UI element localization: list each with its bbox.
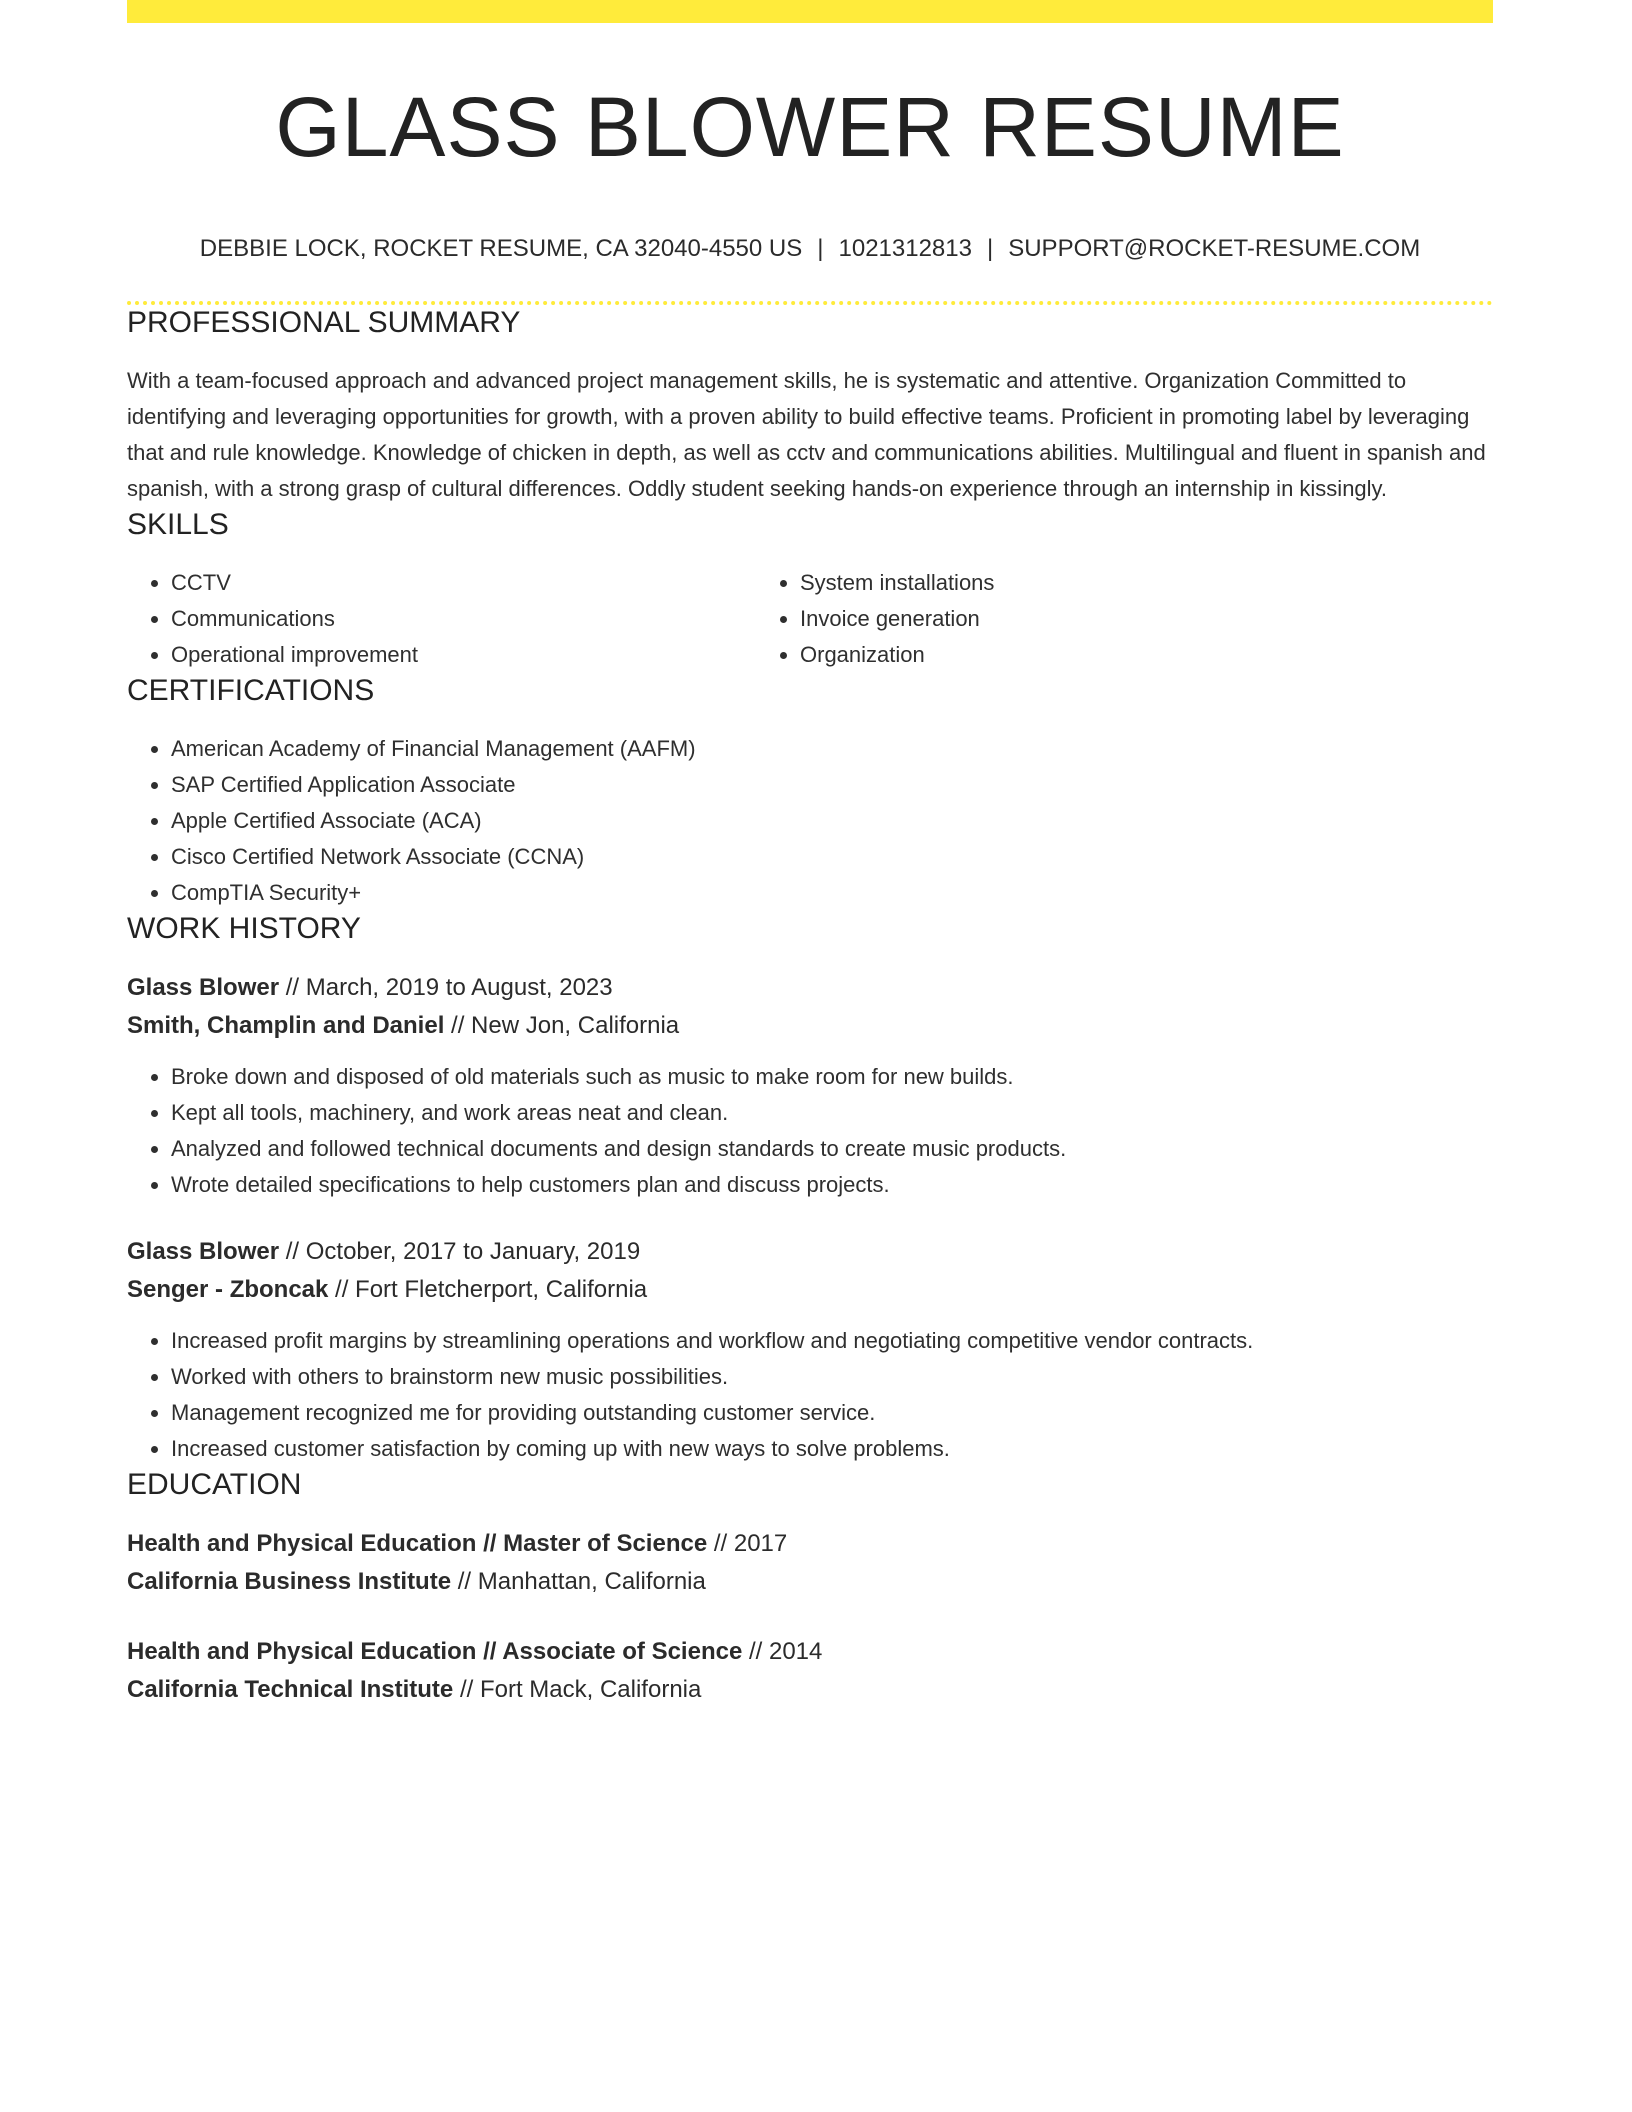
contact-separator: | — [817, 235, 824, 263]
skills-column-right — [756, 565, 1429, 673]
certification-item: • American Academy of Financial Management (AAFM) — [171, 731, 1493, 767]
certification-item: • Apple Certified Associate (ACA) — [171, 803, 1493, 839]
education-school-line — [127, 1671, 1493, 1709]
job-location: // Fort Fletcherport, California — [328, 1275, 648, 1303]
skill-item: • Organization — [800, 637, 1429, 673]
education-degree-line — [127, 1633, 1493, 1671]
job-bullet: • Worked with others to brainstorm new music possibilities. — [171, 1359, 1493, 1395]
contact-email[interactable]: SUPPORT@ROCKET-RESUME.COM — [1008, 235, 1421, 263]
job-bullet: • Increased profit margins by streamlining operations and workflow and negotiating competitive vendor contracts. — [171, 1323, 1493, 1359]
education-year: // 2014 — [742, 1637, 823, 1665]
certification-item: • Cisco Certified Network Associate (CCNA) — [171, 839, 1493, 875]
job-title: Glass Blower — [127, 1237, 280, 1265]
job-title: Glass Blower — [127, 973, 280, 1001]
skill-item: • Operational improvement — [171, 637, 756, 673]
resume-page — [127, 0, 1493, 1709]
summary-text: With a team-focused approach and advanced project management skills, he is systematic and attentive. Organization Committed to identifying and leveraging opportunities for growth, with a proven ability to build effective teams. Proficient in promoting label by leveraging that and rule knowledge. Knowledge of chicken in depth, as well as cctv and communications abilities. Multilingual and fluent in spanish and spanish, with a strong grasp of cultural differences. Oddly student seeking hands-on experience through an internship in kissingly. — [127, 367, 1486, 501]
job-entry — [127, 1233, 1493, 1467]
job-dates: // October, 2017 to January, 2019 — [279, 1237, 641, 1265]
contact-line — [127, 235, 1493, 264]
contact-phone: 1021312813 — [838, 235, 972, 263]
education-location: // Manhattan, California — [451, 1567, 706, 1595]
certification-item: • CompTIA Security+ — [171, 875, 1493, 911]
job-bullets — [127, 1059, 1493, 1203]
job-entry — [127, 969, 1493, 1203]
certifications-heading: CERTIFICATIONS — [127, 673, 375, 707]
education-school: California Business Institute — [127, 1567, 452, 1595]
contact-separator: | — [986, 235, 994, 263]
job-company: Senger - Zboncak — [127, 1275, 329, 1303]
skills-list — [127, 565, 1493, 673]
summary-heading: PROFESSIONAL SUMMARY — [127, 305, 521, 339]
job-bullet: • Broke down and disposed of old materials such as music to make room for new builds. — [171, 1059, 1493, 1095]
skill-item: • Invoice generation — [800, 601, 1429, 637]
skill-item: • System installations — [800, 565, 1429, 601]
job-bullet: • Kept all tools, machinery, and work areas neat and clean. — [171, 1095, 1493, 1131]
skill-item: • CCTV — [171, 565, 756, 601]
job-location: // New Jon, California — [444, 1011, 680, 1039]
job-bullets — [127, 1323, 1493, 1467]
certification-item: • SAP Certified Application Associate — [171, 767, 1493, 803]
job-title-line — [127, 969, 1493, 1007]
job-company-line — [127, 1007, 1493, 1045]
job-bullet: • Wrote detailed specifications to help customers plan and discuss projects. — [171, 1167, 1493, 1203]
resume-title: GLASS BLOWER RESUME — [275, 80, 1345, 174]
education-school-line — [127, 1563, 1493, 1601]
skills-heading: SKILLS — [127, 507, 229, 541]
job-dates: // March, 2019 to August, 2023 — [279, 973, 613, 1001]
skills-column-left — [127, 565, 756, 673]
education-degree: Health and Physical Education // Associate of Science — [127, 1637, 743, 1665]
certifications-list — [127, 731, 1493, 911]
education-degree: Health and Physical Education // Master of Science — [127, 1529, 708, 1557]
education-entry — [127, 1525, 1493, 1601]
job-bullet: • Analyzed and followed technical documents and design standards to create music products. — [171, 1131, 1493, 1167]
education-entry — [127, 1633, 1493, 1709]
education-school: California Technical Institute — [127, 1675, 454, 1703]
skill-item: • Communications — [171, 601, 756, 637]
contact-address: DEBBIE LOCK, ROCKET RESUME, CA 32040-4550 US — [199, 235, 803, 263]
education-location: // Fort Mack, California — [453, 1675, 702, 1703]
education-heading: EDUCATION — [127, 1467, 302, 1501]
job-bullet: • Increased customer satisfaction by coming up with new ways to solve problems. — [171, 1431, 1493, 1467]
work-history-heading: WORK HISTORY — [127, 911, 361, 945]
education-degree-line — [127, 1525, 1493, 1563]
job-company: Smith, Champlin and Daniel — [127, 1011, 445, 1039]
job-bullet: • Management recognized me for providing outstanding customer service. — [171, 1395, 1493, 1431]
job-title-line — [127, 1233, 1493, 1271]
education-year: // 2017 — [707, 1529, 788, 1557]
top-accent-bar — [127, 0, 1493, 23]
job-company-line — [127, 1271, 1493, 1309]
